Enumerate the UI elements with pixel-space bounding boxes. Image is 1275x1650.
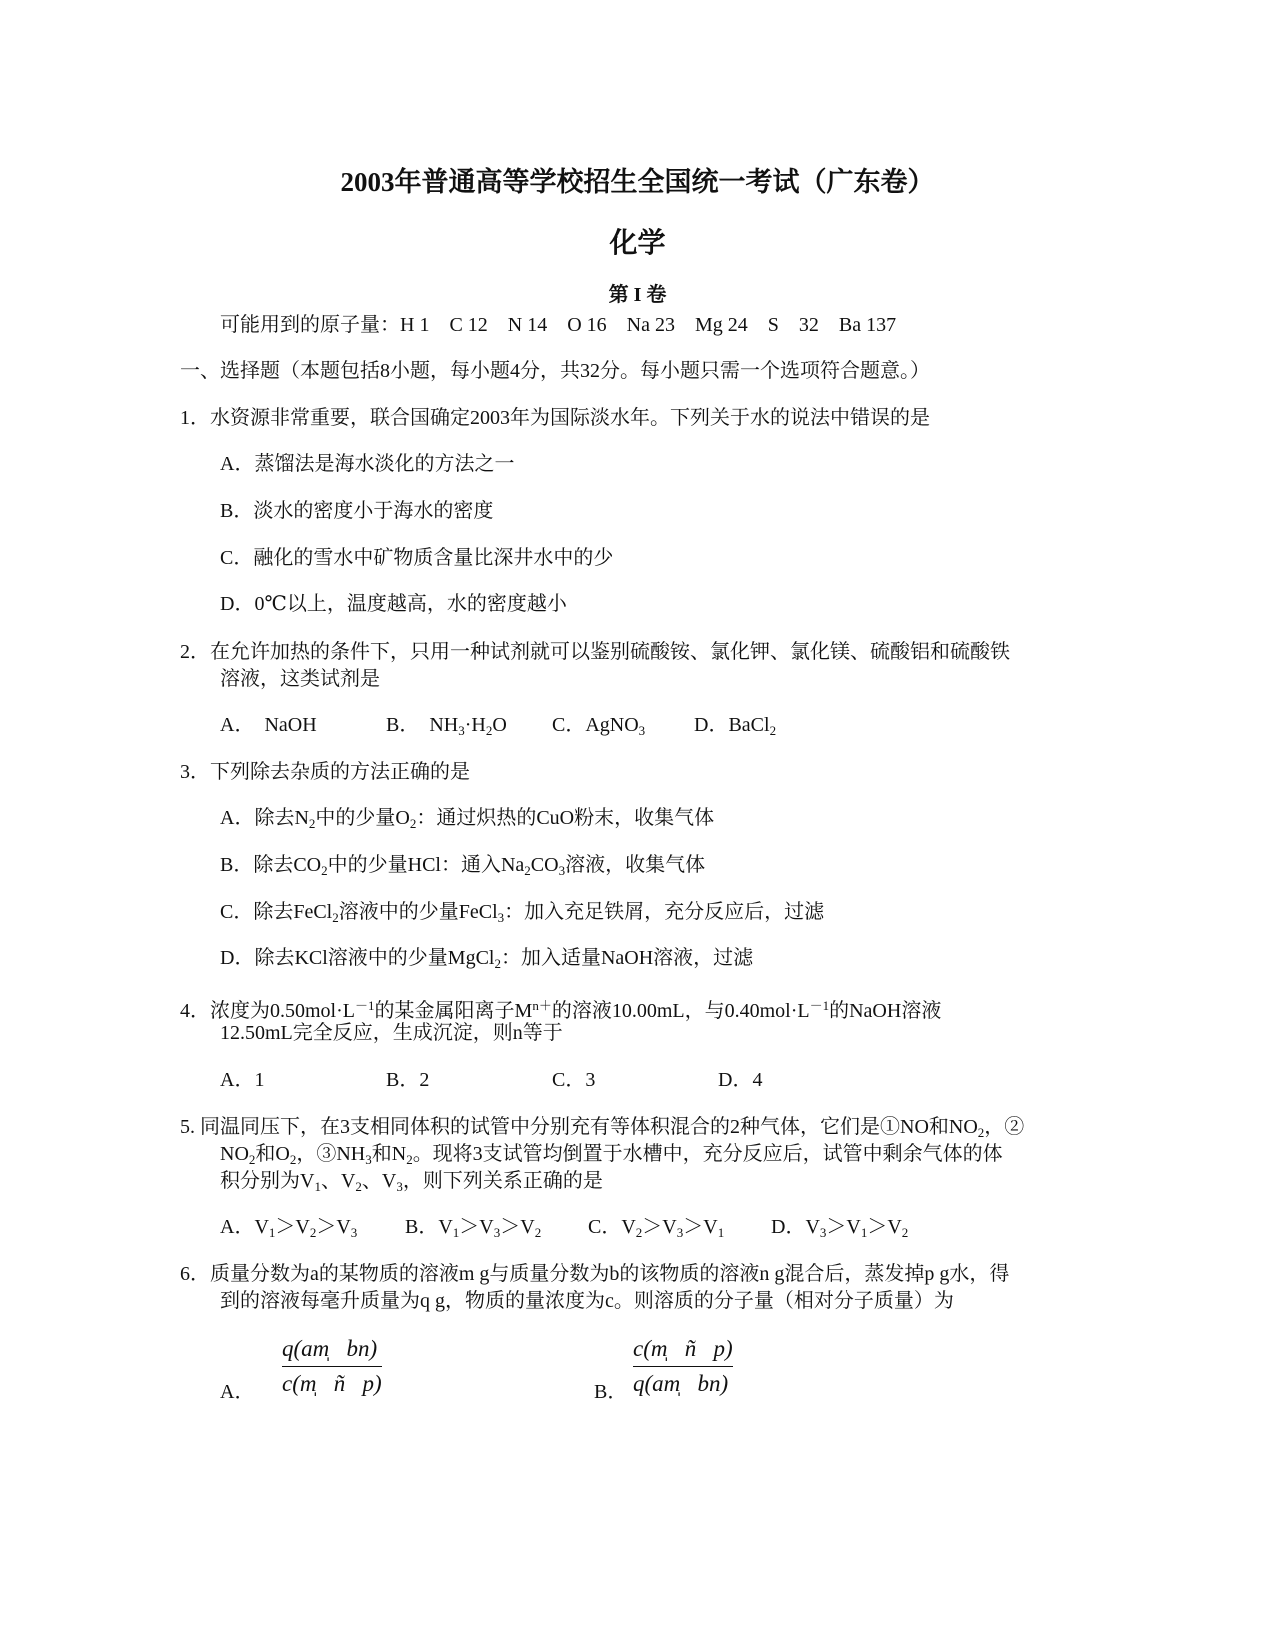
q2-option-b: B． $NH_3\cdot H_2O$ xyxy=(386,714,507,738)
q1-option-d: D．0℃以上，温度越高，水的密度越小 xyxy=(220,593,567,615)
q5-stem-line1: 5. 同温同压下，在3支相同体积的试管中分别充有等体积混合的2种气体，它们是①NO和$NO_2$，② xyxy=(180,1116,1025,1140)
subject-title: 化学 xyxy=(609,228,666,259)
q3-option-c: C．除去FeCl$_2$溶液中的少量FeCl$_3$：加入充足铁屑，充分反应后，过滤 xyxy=(220,901,825,925)
q4-option-b: B．2 xyxy=(386,1069,430,1091)
fraction-bar xyxy=(633,1366,733,1367)
q5-option-d: D．$V_3>V_1>V_2$ xyxy=(771,1216,909,1240)
q6-option-b-label: B． xyxy=(594,1381,628,1403)
q6-option-b-fraction xyxy=(633,1334,733,1399)
q6-option-b-denominator: q(am̩ bn) xyxy=(633,1371,729,1396)
q1-option-c: C．融化的雪水中矿物质含量比深井水中的少 xyxy=(220,547,614,569)
fraction-bar xyxy=(282,1366,382,1367)
q5-stem-line2: $NO_2$和$O_2$，$③NH_3$和$N_2$。现将3支试管均倒置于水槽中，充分反应后，试管中剩余气体的体 xyxy=(220,1143,1003,1167)
q4-stem-line2: 12.50mL完全反应，生成沉淀，则n等于 xyxy=(220,1022,563,1044)
q6-option-a-fraction xyxy=(282,1334,382,1399)
q3-option-b: B．除去$CO_2$中的少量HCl：通入$Na_2CO_3$溶液，收集气体 xyxy=(220,854,706,878)
exam-title: 2003年普通高等学校招生全国统一考试（广东卷） xyxy=(340,167,935,197)
q6-stem-line2: 到的溶液每毫升质量为q g，物质的量浓度为c。则溶质的分子量（相对分子质量）为 xyxy=(220,1290,954,1312)
q4-option-d: D．4 xyxy=(718,1069,763,1091)
q5-stem-line3: 积分别为$V_1$、$V_2$、$V_3$，则下列关系正确的是 xyxy=(220,1170,603,1194)
q1-stem: 1．水资源非常重要，联合国确定2003年为国际淡水年。下列关于水的说法中错误的是 xyxy=(180,407,930,429)
q2-stem-line2: 溶液，这类试剂是 xyxy=(220,668,380,690)
q4-option-a: A．1 xyxy=(220,1069,265,1091)
volume-label: 第 I 卷 xyxy=(608,284,667,306)
q1-option-b: B．淡水的密度小于海水的密度 xyxy=(220,500,494,522)
q1-option-a: A．蒸馏法是海水淡化的方法之一 xyxy=(220,453,515,475)
q6-option-a-denominator: c(m̩ ñ p) xyxy=(282,1371,382,1396)
q2-option-d: D．BaCl$_2$ xyxy=(694,714,777,738)
q3-stem: 3．下列除去杂质的方法正确的是 xyxy=(180,761,470,783)
section-heading: 一、选择题（本题包括8小题，每小题4分，共32分。每小题只需一个选项符合题意。） xyxy=(180,360,930,382)
q6-option-a-numerator: q(am̩ bn) xyxy=(282,1336,378,1361)
q4-stem-line1: 4．浓度为$0.50mol\cdot L^{-1}$的某金属阳离子$M^{n+}$的溶液10.00mL，与$0.40mol\cdot L^{-1}$的NaOH溶液 xyxy=(180,998,942,1022)
q2-option-c: C．AgNO$_3$ xyxy=(552,714,646,738)
q6-stem-line1: 6．质量分数为a的某物质的溶液m g与质量分数为b的该物质的溶液n g混合后，蒸发掉p g水，得 xyxy=(180,1263,1010,1285)
q2-stem-line1: 2．在允许加热的条件下，只用一种试剂就可以鉴别硫酸铵、氯化钾、氯化镁、硫酸铝和硫酸铁 xyxy=(180,641,1010,663)
q5-option-a: A．$V_1>V_2>V_3$ xyxy=(220,1216,358,1240)
q6-option-b-numerator: c(m̩ ñ p) xyxy=(633,1336,733,1361)
atomic-masses: 可能用到的原子量：H 1 C 12 N 14 O 16 Na 23 Mg 24 S 32 Ba 137 xyxy=(220,314,897,336)
q2-option-a: A． NaOH xyxy=(220,714,317,736)
q6-option-a-label: A． xyxy=(220,1381,255,1403)
q5-option-b: B．$V_1>V_3>V_2$ xyxy=(405,1216,542,1240)
q3-option-d: D．除去KCl溶液中的少量MgCl$_2$：加入适量NaOH溶液，过滤 xyxy=(220,947,754,971)
q3-option-a: A．除去$N_2$中的少量$O_2$：通过炽热的CuO粉末，收集气体 xyxy=(220,807,715,831)
q5-option-c: C．$V_2>V_3>V_1$ xyxy=(588,1216,725,1240)
q4-option-c: C．3 xyxy=(552,1069,596,1091)
